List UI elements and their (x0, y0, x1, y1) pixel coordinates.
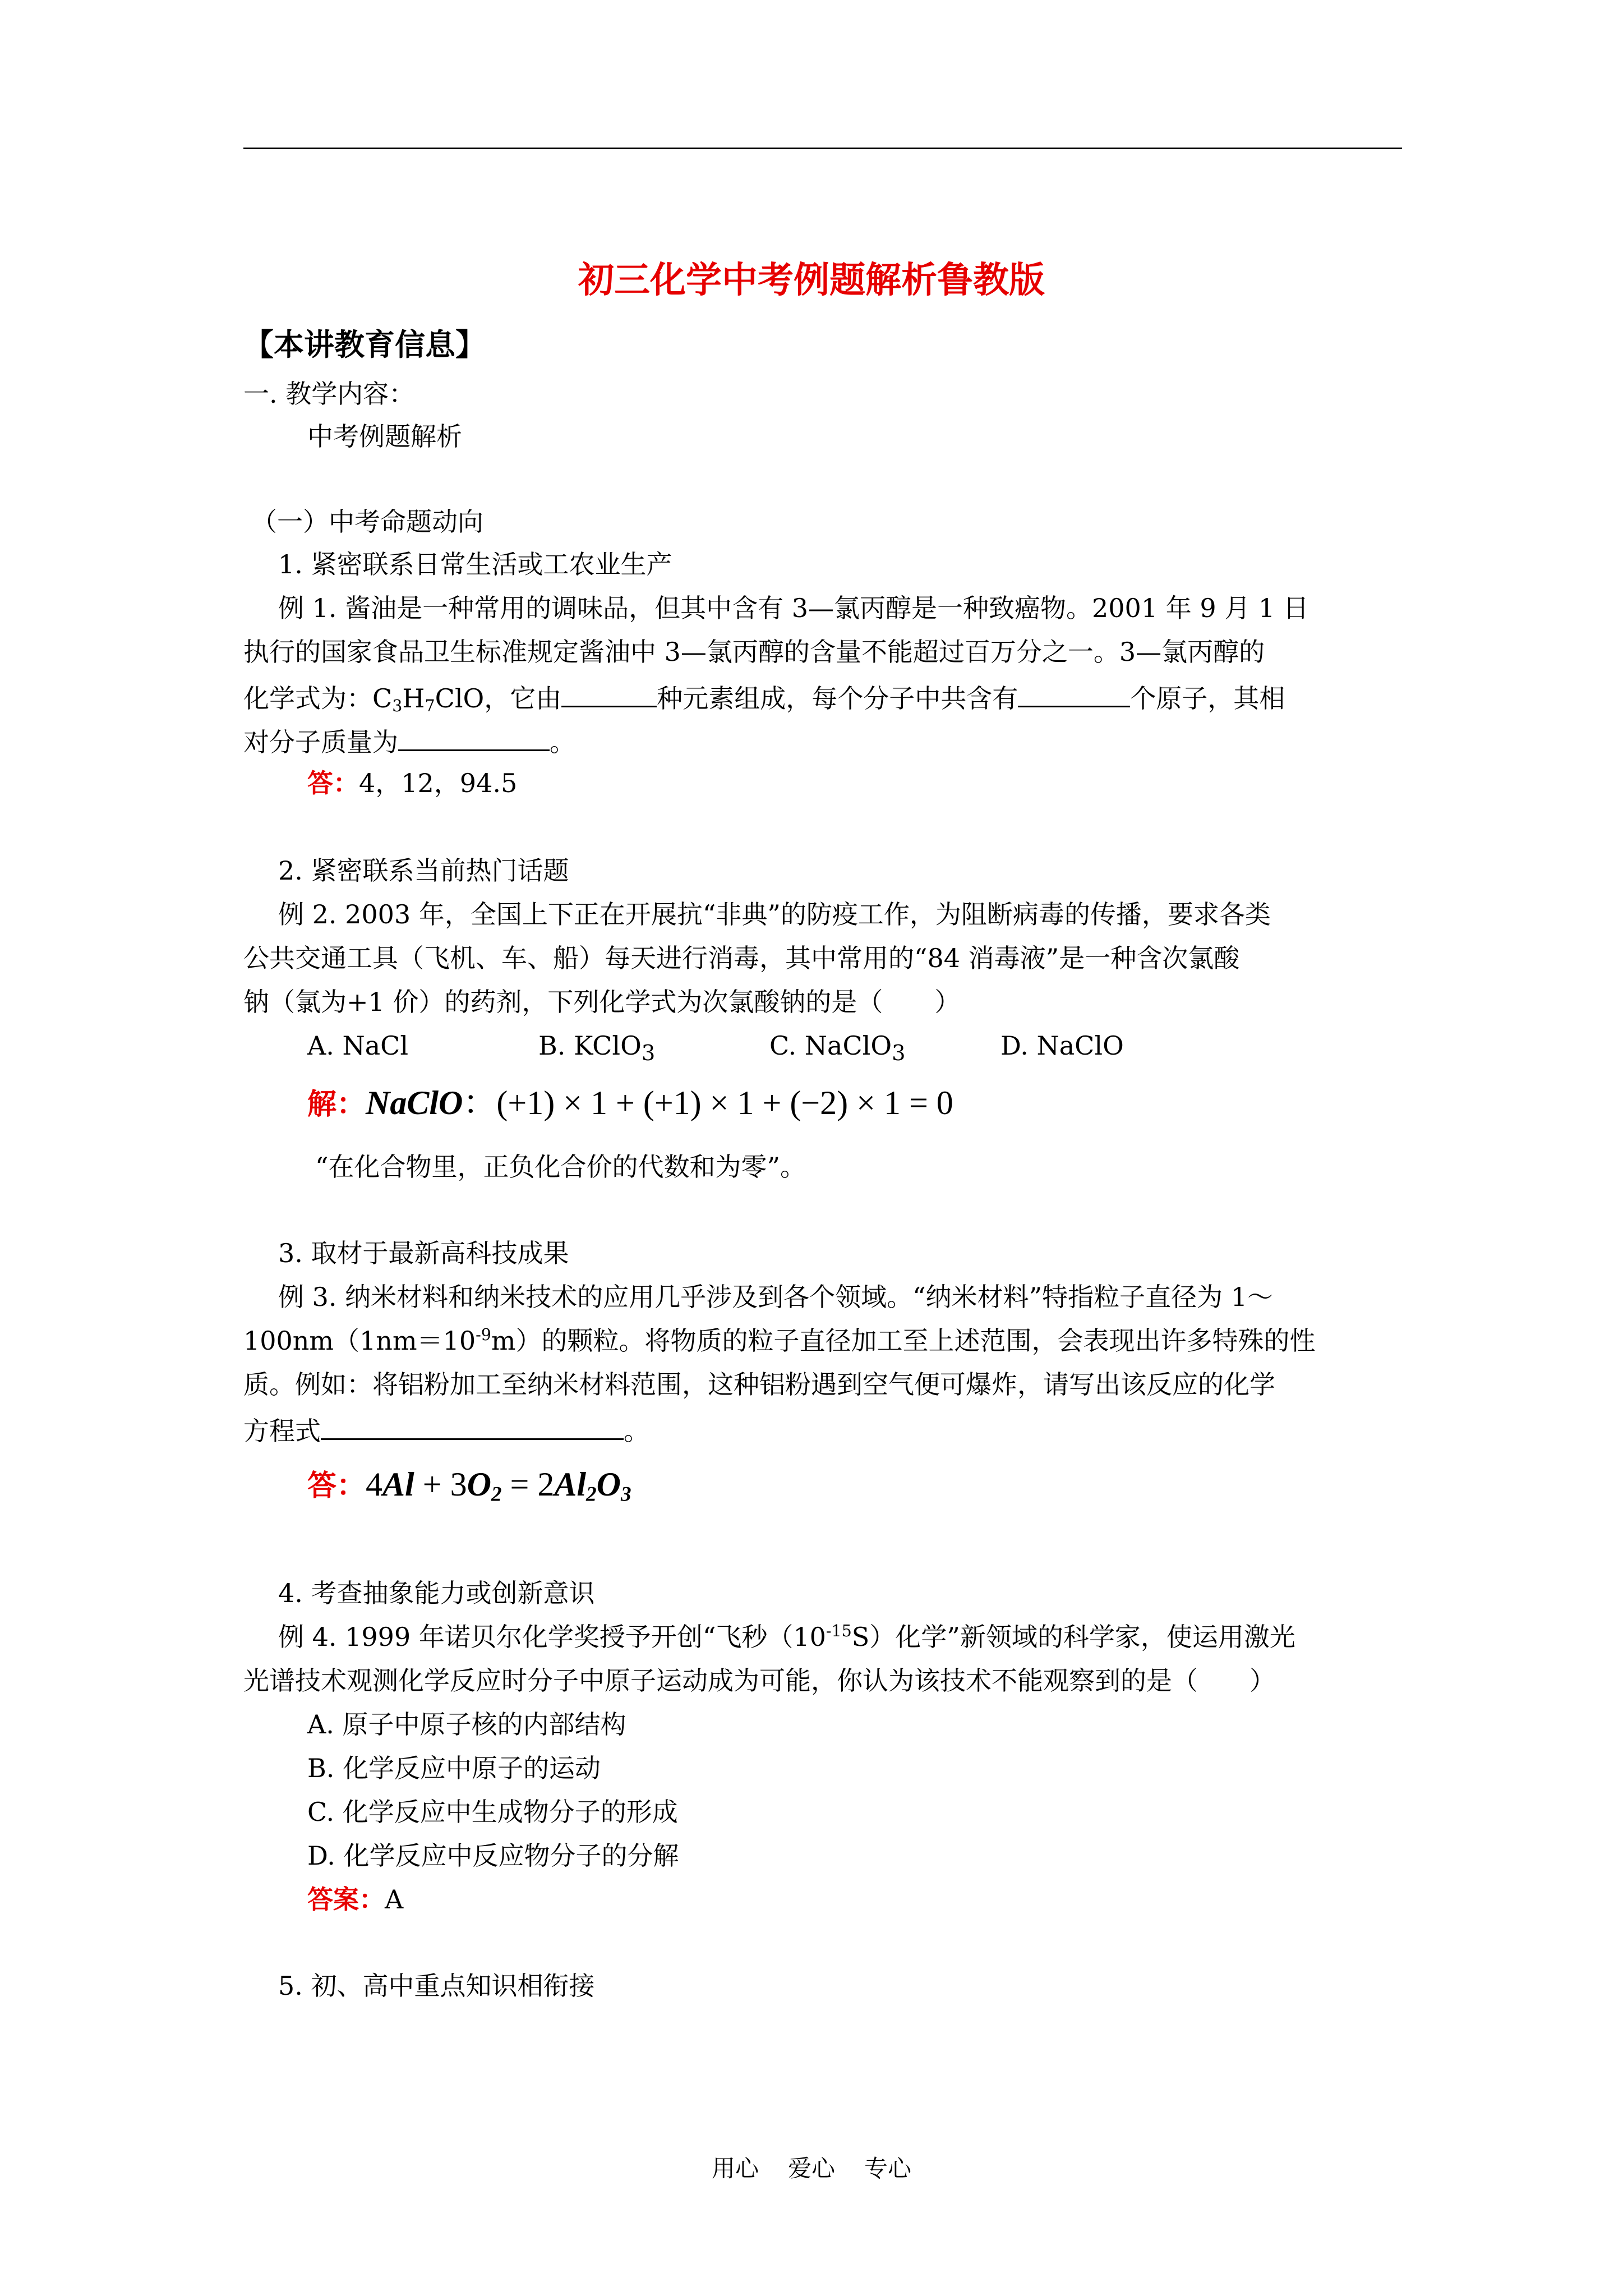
header-rule (243, 148, 1402, 149)
answer-blank[interactable] (398, 723, 550, 751)
footer-text: 专心 (864, 2155, 912, 2182)
answer-blank[interactable] (321, 1411, 624, 1440)
item-5-heading: 5. 初、高中重点知识相衔接 (278, 1971, 595, 2001)
option-d: D. NaClO (1000, 1030, 1124, 1061)
option-a: A. 原子中原子核的内部结构 (307, 1709, 626, 1740)
item-2-heading: 2. 紧密联系当前热门话题 (278, 855, 569, 886)
option-d: D. 化学反应中反应物分子的分解 (307, 1841, 679, 1871)
valence-equation: NaClO：(+1) × 1 + (+1) × 1 + (−2) × 1 = 0 (366, 1084, 953, 1121)
example-3-line-4: 方程式 。 (243, 1411, 649, 1448)
example-4-line-1: 例 4. 1999 年诺贝尔化学奖授予开创“飞秒$(10^{-15}S)$化学”新领域的科学家，使运用激光 (278, 1621, 1295, 1652)
example-1-line-4: 对分子质量为 。 (243, 723, 575, 759)
item-3-heading: 3. 取材于最新高科技成果 (278, 1238, 569, 1268)
example-2-solution (307, 1083, 953, 1125)
example-1-answer (307, 766, 517, 800)
example-3-line-1: 例 3. 纳米材料和纳米技术的应用几乎涉及到各个领域。“纳米材料”特指粒子直径为 1～ (278, 1282, 1274, 1312)
example-2-note: “在化合物里，正负化合价的代数和为零”。 (315, 1152, 806, 1182)
page-title: 初三化学中考例题解析鲁教版 (578, 259, 1045, 301)
example-1-line-2: 执行的国家食品卫生标准规定酱油中 3—氯丙醇的含量不能超过百万分之一。3—氯丙醇的 (243, 637, 1265, 667)
example-4-answer (307, 1883, 403, 1916)
option-b: B. KClO$_3$ (538, 1030, 656, 1066)
option-c: C. 化学反应中生成物分子的形成 (307, 1797, 678, 1827)
chemical-equation: $4Al + 3O_2 = 2Al_2O_3$ (366, 1466, 631, 1506)
chemical-formula: $C_3H_7ClO$ (372, 683, 485, 716)
item-1-heading: 1. 紧密联系日常生活或工农业生产 (278, 549, 672, 579)
option-b: B. 化学反应中原子的运动 (307, 1753, 601, 1783)
solution-label: 解： (307, 1087, 366, 1121)
page-footer (0, 2153, 1623, 2184)
answer-text: 4，12，94.5 (359, 768, 518, 798)
example-1-line-3: 化学式为：$C_3H_7ClO$，它由 种元素组成，每个分子中共含有 个原子，其相 (243, 679, 1285, 715)
example-1-line-1: 例 1. 酱油是一种常用的调味品，但其中含有 3—氯丙醇是一种致癌物。2001 年 9 月 1 日 (278, 593, 1309, 623)
answer-text: A (385, 1884, 404, 1915)
answer-label: 答： (307, 768, 359, 798)
option-a: A. NaCl (307, 1030, 409, 1061)
option-c: C. NaClO$_3$ (769, 1030, 906, 1066)
answer-label: 答案： (307, 1884, 385, 1915)
example-3-line-2: $100nm(1nm=10^{-9}m)$的颗粒。将物质的粒子直径加工至上述范围，会表现出许多特殊的性 (243, 1325, 1316, 1356)
example-3-line-3: 质。例如：将铝粉加工至纳米材料范围，这种铝粉遇到空气便可爆炸，请写出该反应的化学 (243, 1369, 1275, 1400)
answer-blank[interactable] (561, 679, 657, 707)
example-2-line-3: 钠（氯为+1 价）的药剂，下列化学式为次氯酸钠的是（ ） (243, 987, 961, 1017)
footer-text: 用心 (711, 2155, 759, 2182)
content-topic: 中考例题解析 (307, 421, 462, 452)
item-4-heading: 4. 考查抽象能力或创新意识 (278, 1578, 595, 1608)
example-2-line-1: 例 2. 2003 年，全国上下正在开展抗“非典”的防疫工作，为阻断病毒的传播，要求各类 (278, 899, 1271, 930)
content-heading: 一. 教学内容： (243, 379, 415, 409)
subsection-heading: （一）中考命题动向 (251, 507, 483, 537)
answer-label: 答： (307, 1469, 366, 1503)
section-header: 【本讲教育信息】 (243, 326, 486, 362)
answer-blank[interactable] (1018, 679, 1130, 707)
footer-text: 爱心 (787, 2155, 835, 2182)
example-4-line-2: 光谱技术观测化学反应时分子中原子运动成为可能，你认为该技术不能观察到的是（ ） (243, 1665, 1275, 1696)
example-3-answer (307, 1464, 631, 1507)
example-2-line-2: 公共交通工具（飞机、车、船）每天进行消毒，其中常用的“84 消毒液”是一种含次氯酸 (243, 943, 1240, 973)
